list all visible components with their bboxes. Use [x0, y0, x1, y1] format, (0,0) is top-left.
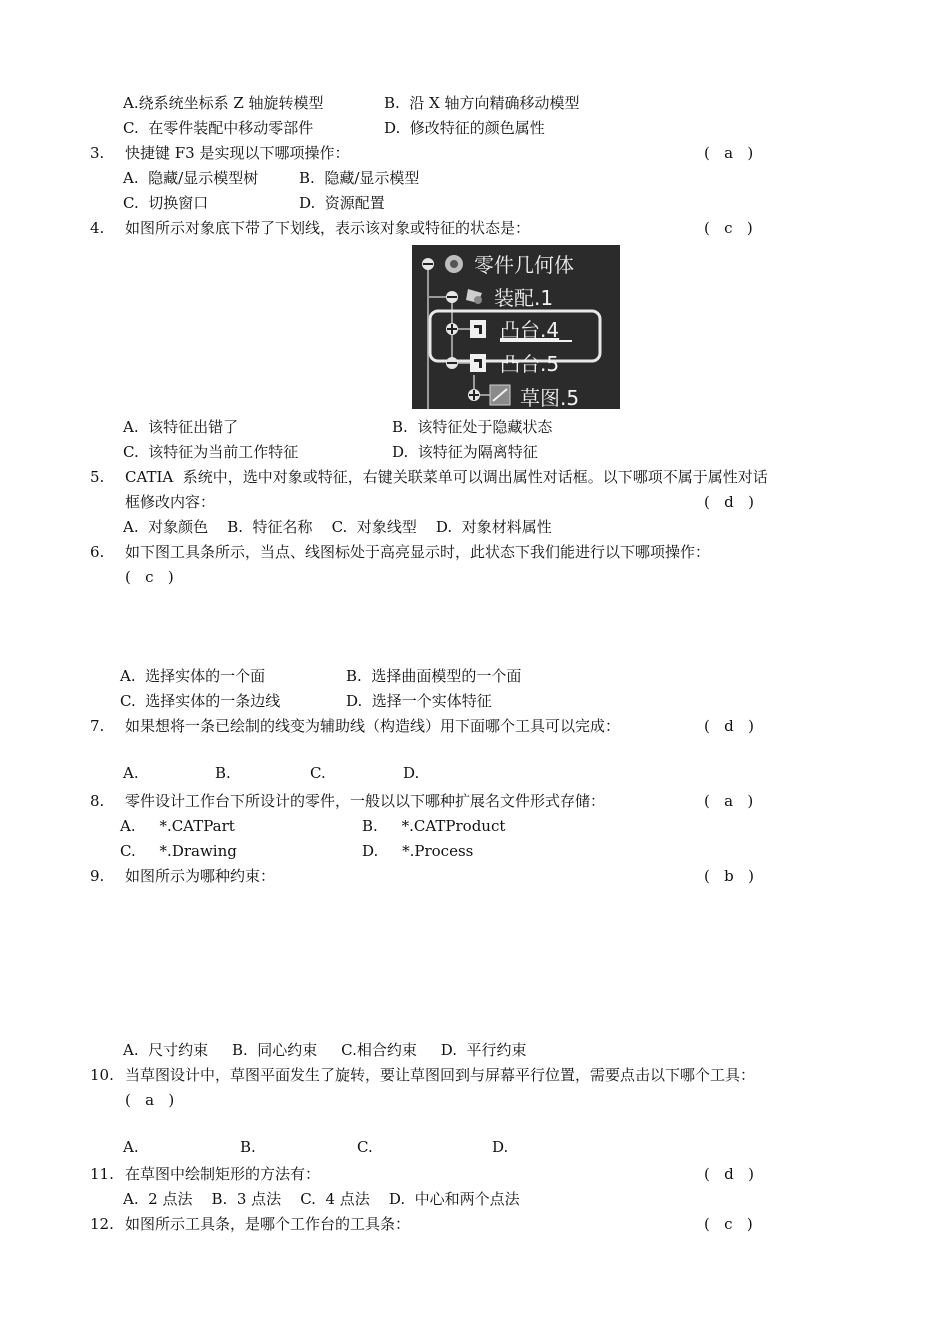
q10-number: 10.	[90, 1066, 114, 1084]
q3-option-d: D. 资源配置	[299, 194, 385, 212]
q5-number: 5.	[90, 468, 105, 486]
q10-option-d: D.	[492, 1138, 509, 1156]
q12-question: 如图所示工具条，是哪个工作台的工具条：	[125, 1215, 411, 1233]
q5-options: A. 对象颜色 B. 特征名称 C. 对象线型 D. 对象材料属性	[123, 518, 552, 536]
spec-tree-figure	[412, 245, 620, 409]
q7-question: 如果想将一条已绘制的线变为辅助线（构造线）用下面哪个工具可以完成：	[125, 717, 621, 735]
q3-option-c: C. 切换窗口	[123, 194, 209, 212]
q5-question-line1: CATIA 系统中，选中对象或特征，右键关联菜单可以调出属性对话框。以下哪项不属于属性对话	[125, 468, 768, 486]
q8-option-d: D. *.Process	[362, 842, 474, 860]
q2-option-a: A.绕系统坐标系 Z 轴旋转模型	[123, 94, 324, 112]
q4-option-b: B. 该特征处于隐藏状态	[392, 418, 553, 436]
q7-number: 7.	[90, 717, 105, 735]
q3-answer: ( a )	[704, 144, 754, 162]
q7-option-b: B.	[215, 764, 231, 782]
q6-option-d: D. 选择一个实体特征	[346, 692, 492, 710]
q10-option-b: B.	[240, 1138, 256, 1156]
q10-question: 当草图设计中，草图平面发生了旋转，要让草图回到与屏幕平行位置，需要点击以下哪个工具：	[125, 1066, 756, 1084]
q10-answer: ( a )	[125, 1091, 175, 1109]
q3-option-b: B. 隐藏/显示模型	[299, 169, 420, 187]
q8-option-b: B. *.CATProduct	[362, 817, 506, 835]
q7-answer: ( d )	[704, 717, 754, 735]
q10-option-c: C.	[357, 1138, 373, 1156]
q6-option-c: C. 选择实体的一条边线	[120, 692, 281, 710]
q6-option-b: B. 选择曲面模型的一个面	[346, 667, 522, 685]
pad-icon	[470, 354, 486, 372]
q2-option-c: C. 在零件装配中移动零部件	[123, 119, 314, 137]
tree-item-pad-5: 凸台.5	[500, 352, 560, 376]
tree-expand-icon[interactable]	[468, 389, 480, 401]
q10-option-a: A.	[123, 1138, 139, 1156]
q11-options: A. 2 点法 B. 3 点法 C. 4 点法 D. 中心和两个点法	[123, 1190, 520, 1208]
q3-number: 3.	[90, 144, 105, 162]
tree-expand-icon[interactable]	[422, 258, 434, 270]
q4-answer: ( c )	[704, 219, 753, 237]
q11-question: 在草图中绘制矩形的方法有：	[125, 1165, 321, 1183]
q7-option-a: A.	[123, 764, 139, 782]
q12-answer: ( c )	[704, 1215, 753, 1233]
q4-option-c: C. 该特征为当前工作特征	[123, 443, 299, 461]
q7-option-c: C.	[310, 764, 326, 782]
q8-question: 零件设计工作台下所设计的零件，一般以以下哪种扩展名文件形式存储：	[125, 792, 606, 810]
tree-expand-icon[interactable]	[446, 323, 458, 335]
sketch-icon	[490, 385, 510, 405]
q6-number: 6.	[90, 543, 105, 561]
q11-answer: ( d )	[704, 1165, 754, 1183]
tree-item-pad-4: 凸台.4	[500, 318, 560, 342]
q5-question-line2: 框修改内容：	[125, 493, 216, 511]
q6-answer: ( c )	[125, 568, 174, 586]
q8-number: 8.	[90, 792, 105, 810]
q4-option-d: D. 该特征为隔离特征	[392, 443, 538, 461]
q8-option-a: A. *.CATPart	[120, 817, 235, 835]
q9-number: 9.	[90, 867, 105, 885]
q11-number: 11.	[90, 1165, 114, 1183]
q12-number: 12.	[90, 1215, 114, 1233]
tree-item-sketch-5: 草图.5	[520, 386, 580, 409]
assembly-icon	[466, 289, 482, 304]
part-body-gear-icon	[445, 255, 463, 273]
q5-answer: ( d )	[704, 493, 754, 511]
tree-root-label: 零件几何体	[474, 253, 574, 277]
q7-option-d: D.	[403, 764, 420, 782]
q9-question: 如图所示为哪种约束：	[125, 867, 276, 885]
q8-option-c: C. *.Drawing	[120, 842, 237, 860]
q4-option-a: A. 该特征出错了	[123, 418, 239, 436]
q9-options: A. 尺寸约束 B. 同心约束 C.相合约束 D. 平行约束	[123, 1041, 527, 1059]
q3-question: 快捷键 F3 是实现以下哪项操作：	[125, 144, 350, 162]
q2-option-d: D. 修改特征的颜色属性	[384, 119, 545, 137]
q8-answer: ( a )	[704, 792, 754, 810]
q3-option-a: A. 隐藏/显示模型树	[123, 169, 259, 187]
q4-question: 如图所示对象底下带了下划线，表示该对象或特征的状态是：	[125, 219, 531, 237]
tree-expand-icon[interactable]	[446, 291, 458, 303]
q9-answer: ( b )	[704, 867, 754, 885]
tree-expand-icon[interactable]	[446, 357, 458, 369]
q2-option-b: B. 沿 X 轴方向精确移动模型	[384, 94, 580, 112]
pad-icon	[470, 320, 486, 338]
q4-number: 4.	[90, 219, 105, 237]
tree-item-assembly: 装配.1	[494, 286, 554, 310]
q6-question: 如下图工具条所示，当点、线图标处于高亮显示时，此状态下我们能进行以下哪项操作：	[125, 543, 711, 561]
q6-option-a: A. 选择实体的一个面	[120, 667, 266, 685]
